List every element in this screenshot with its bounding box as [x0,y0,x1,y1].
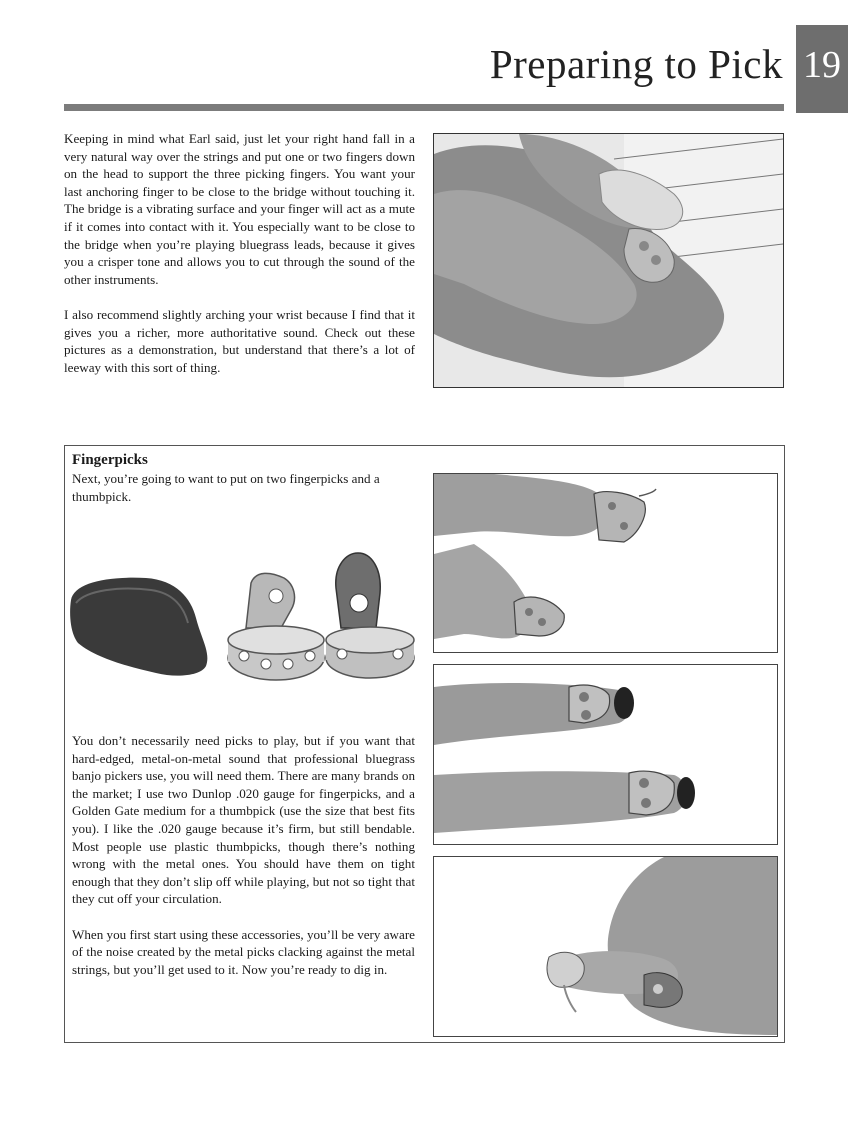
intro-paragraph-1: Keeping in mind what Earl said, just let your right hand fall in a very natural way over the strings and put one or two fingers down on the head to support the three picking fingers. You want your last anchoring finger to be close to the bridge without touching it. The bridge is a vibrating surface and your finger will act as a mute if it comes into contact with it. You especially want to be close to the bridge when you’re playing bluegrass leads, because it gives you a crisper tone and allows you to cut through the sound of the other instruments. [64,131,415,287]
page-title: Preparing to Pick [489,41,783,87]
page-number-tab: 19 [796,25,848,113]
picks-illustration [66,548,416,708]
hand-with-thumbpick-photo [433,856,778,1037]
sidebar-heading: Fingerpicks [72,452,148,468]
sidebar-intro: Next, you’re going to want to put on two fingerpicks and a thumbpick. [72,471,380,504]
intro-text [64,130,415,394]
sidebar-paragraph-1: You don’t necessarily need picks to play, but if you want that hard-edged, metal-on-metal sound that professional bluegrass banjo pickers use, you will need them. There are many brands on the market; I use two Dunlop .020 gauge for fingerpicks, and a Golden Gate medium for a thumbpick (use the size that best fits you). I like the .020 gauge because it’s firm, but still bendable. Most people use plastic thumbpicks, though there’s nothing wrong with the metal ones. You should have them on tight enough that they don’t slip off while playing, but not so tight that they cut off your circulation. [72,733,415,907]
sidebar-body-text [72,732,415,996]
fingers-with-picks-photo-2 [433,664,778,845]
fingers-with-picks-photo-1 [433,473,778,653]
hand-on-banjo-photo [433,133,784,388]
header-rule [64,104,784,111]
sidebar-paragraph-2: When you first start using these accessories, you’ll be very aware of the noise created by the metal picks clacking against the metal strings, but you’ll get used to it. Now you’re ready to dig in. [72,926,415,977]
intro-paragraph-2: I also recommend slightly arching your wrist because I find that it gives you a richer, more authoritative sound. Check out these pictures as a demonstration, but understand that there’s a lot of leeway with this sort of thing. [64,306,415,375]
